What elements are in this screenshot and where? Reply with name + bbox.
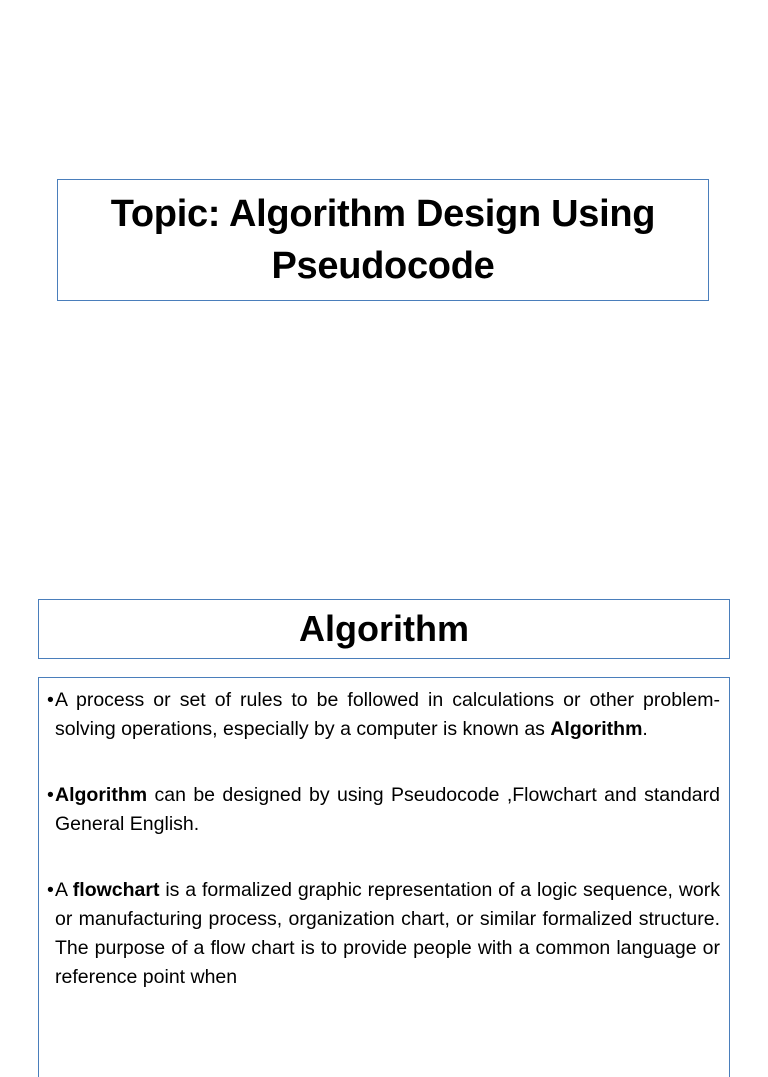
section-heading-box bbox=[38, 599, 730, 659]
bullet-3-bold: flowchart bbox=[72, 879, 160, 901]
bullet-paragraph-1 bbox=[47, 686, 720, 744]
bullet-3-text: is a formalized graphic representation of a logic sequence, work or manufacturing process, organization chart, or similar formalized structure. The purpose of a flow chart is to provide people with a common language or reference point when bbox=[55, 879, 720, 988]
content-box bbox=[38, 677, 730, 1077]
bullet-2-bold: Algorithm bbox=[55, 784, 148, 806]
bullet-3-start: A bbox=[55, 879, 73, 901]
title-slide-box bbox=[57, 179, 709, 301]
bullet-2-text: can be designed by using Pseudocode ,Flowchart and standard General English. bbox=[55, 784, 720, 835]
bullet-paragraph-3 bbox=[47, 876, 720, 992]
bullet-1-bold: Algorithm bbox=[550, 718, 643, 740]
bullet-paragraph-2 bbox=[47, 781, 720, 839]
bullet-icon: • bbox=[47, 879, 54, 901]
bullet-icon: • bbox=[47, 689, 54, 711]
bullet-1-end: . bbox=[642, 718, 648, 740]
slide-title: Topic: Algorithm Design Using Pseudocode bbox=[110, 193, 656, 287]
bullet-icon: • bbox=[47, 784, 54, 806]
bullet-1-text: A process or set of rules to be followed in calculations or other problem-solving operations, especially by a computer is known as bbox=[55, 689, 720, 740]
section-heading: Algorithm bbox=[299, 608, 469, 649]
